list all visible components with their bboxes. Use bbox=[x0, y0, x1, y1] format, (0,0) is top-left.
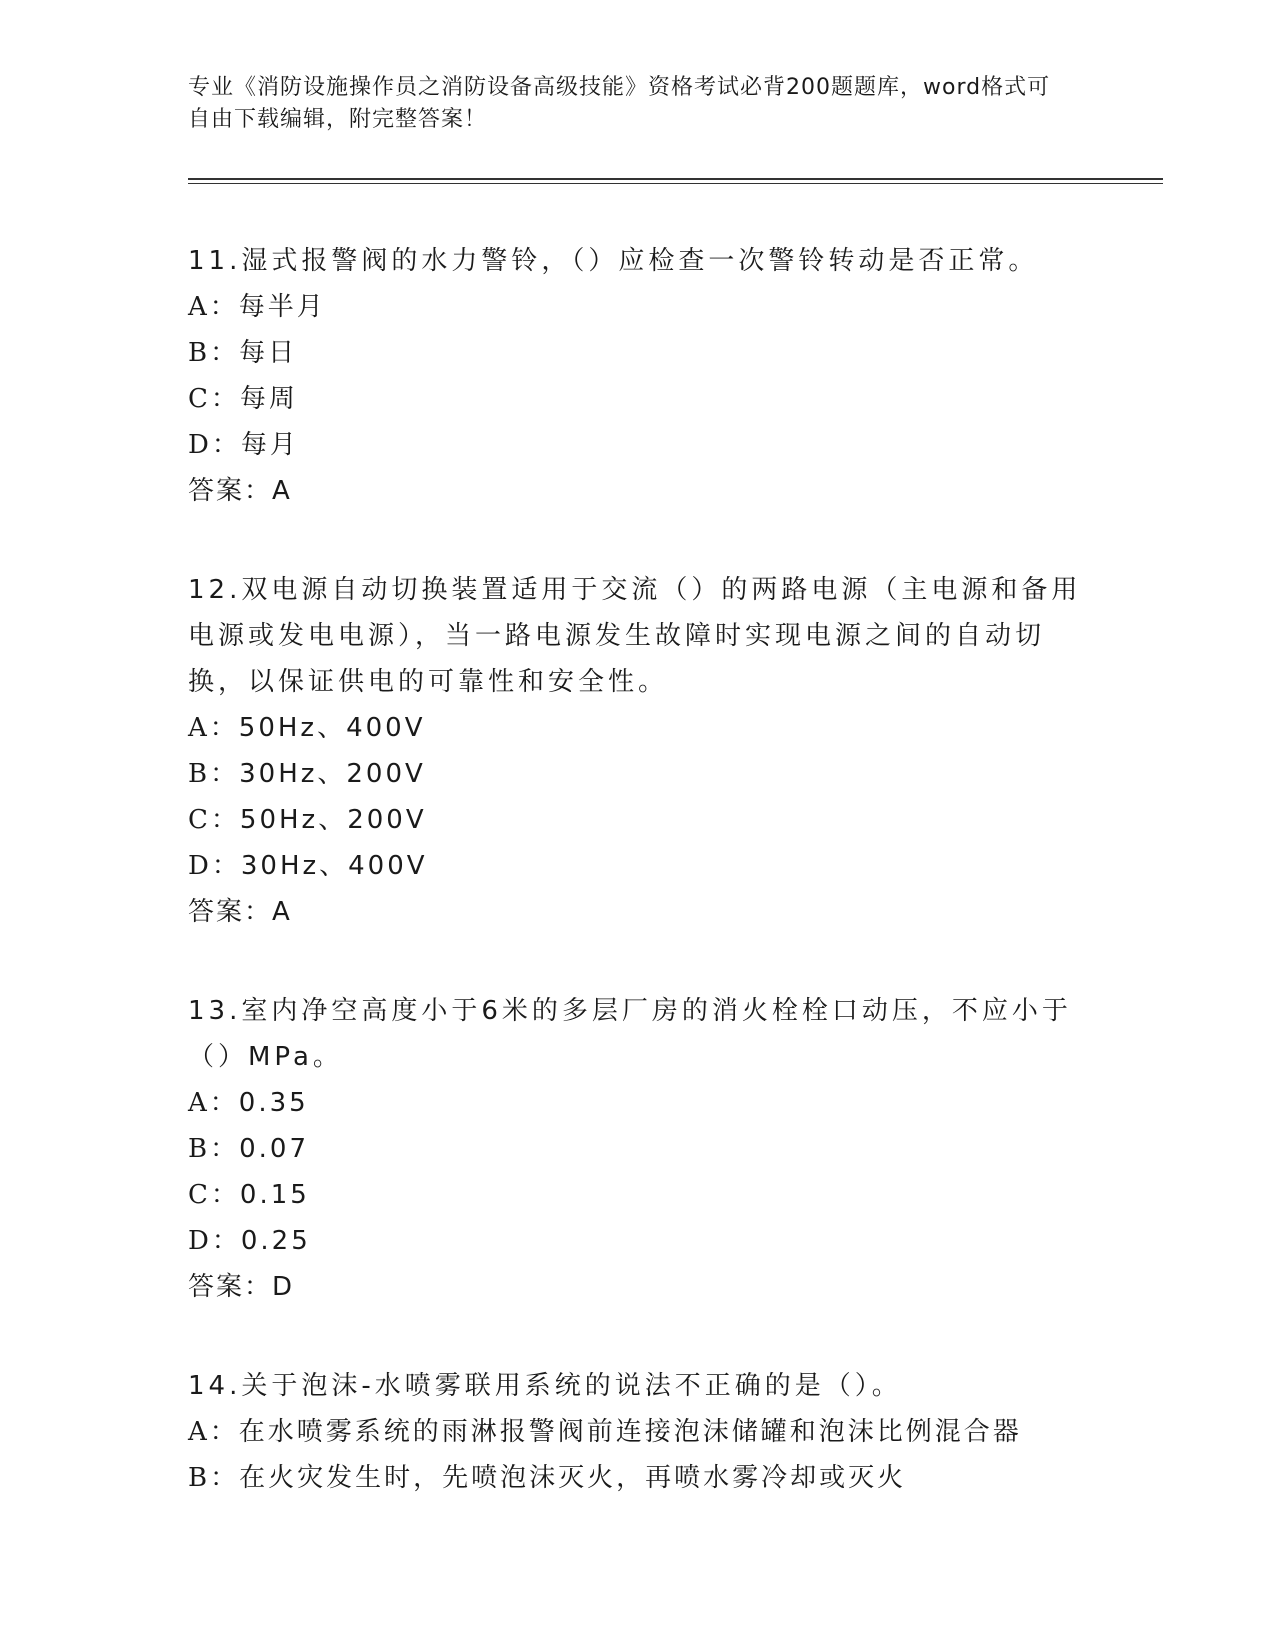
option-text: 0.07 bbox=[239, 1134, 309, 1164]
option-d bbox=[188, 1218, 1088, 1264]
option-c bbox=[188, 1172, 1088, 1218]
option-d bbox=[188, 422, 1088, 468]
question-stem: 14.关于泡沫-水喷雾联用系统的说法不正确的是（）。 bbox=[188, 1371, 902, 1401]
option-c bbox=[188, 376, 1088, 422]
option-a bbox=[188, 1080, 1088, 1126]
option-letter: D： bbox=[188, 1226, 241, 1256]
option-a bbox=[188, 1409, 1088, 1455]
option-a bbox=[188, 284, 1088, 330]
option-b bbox=[188, 1126, 1088, 1172]
question-11 bbox=[188, 238, 1088, 514]
option-letter: B： bbox=[188, 759, 240, 789]
answer-line: 答案：A bbox=[188, 476, 292, 506]
option-letter: A： bbox=[188, 1088, 239, 1118]
question-13 bbox=[188, 988, 1088, 1310]
option-letter: D： bbox=[188, 430, 241, 460]
option-letter: A： bbox=[188, 1417, 239, 1447]
option-text: 每周 bbox=[239, 384, 298, 414]
option-letter: C： bbox=[188, 1180, 240, 1210]
option-text: 0.25 bbox=[240, 1226, 311, 1256]
option-letter: A： bbox=[188, 713, 239, 743]
option-letter: B： bbox=[188, 338, 240, 368]
option-d bbox=[188, 843, 1088, 889]
option-text: 每日 bbox=[239, 338, 298, 368]
question-stem: 12.双电源自动切换装置适用于交流（）的两路电源（主电源和备用电源或发电电源），当一路电源发生故障时实现电源之间的自动切换，以保证供电的可靠性和安全性。 bbox=[188, 575, 1082, 697]
option-text: 在水喷雾系统的雨淋报警阀前连接泡沫储罐和泡沫比例混合器 bbox=[238, 1417, 1022, 1447]
option-letter: C： bbox=[188, 384, 240, 414]
option-letter: B： bbox=[188, 1134, 240, 1164]
option-text: 0.35 bbox=[238, 1088, 309, 1118]
option-text: 每半月 bbox=[238, 292, 326, 322]
question-12 bbox=[188, 567, 1088, 935]
option-letter: A： bbox=[188, 292, 239, 322]
option-text: 50Hz、400V bbox=[238, 713, 426, 743]
option-letter: C： bbox=[188, 805, 240, 835]
option-text: 30Hz、400V bbox=[240, 851, 428, 881]
option-text: 0.15 bbox=[239, 1180, 310, 1210]
question-list bbox=[188, 238, 1088, 1554]
header-divider-thin bbox=[188, 183, 1163, 184]
option-b bbox=[188, 1455, 1088, 1501]
option-b bbox=[188, 751, 1088, 797]
option-c bbox=[188, 797, 1088, 843]
question-stem: 11.湿式报警阀的水力警铃，（）应检查一次警铃转动是否正常。 bbox=[188, 246, 1039, 276]
option-a bbox=[188, 705, 1088, 751]
option-text: 30Hz、200V bbox=[239, 759, 426, 789]
option-text: 每月 bbox=[240, 430, 299, 460]
option-letter: B： bbox=[188, 1463, 240, 1493]
document-header: 专业《消防设施操作员之消防设备高级技能》资格考试必背200题题库，word格式可自由下载编辑，附完整答案！ bbox=[188, 75, 1051, 132]
option-letter: D： bbox=[188, 851, 241, 881]
option-text: 在火灾发生时，先喷泡沫灭火，再喷水雾冷却或灭火 bbox=[239, 1463, 907, 1493]
answer-line: 答案：A bbox=[188, 897, 292, 927]
option-b bbox=[188, 330, 1088, 376]
question-stem: 13.室内净空高度小于6米的多层厂房的消火栓栓口动压，不应小于（）MPa。 bbox=[188, 996, 1072, 1072]
option-text: 50Hz、200V bbox=[239, 805, 427, 835]
answer-line: 答案：D bbox=[188, 1272, 295, 1302]
header-divider-thick bbox=[188, 178, 1163, 180]
question-14 bbox=[188, 1363, 1088, 1501]
